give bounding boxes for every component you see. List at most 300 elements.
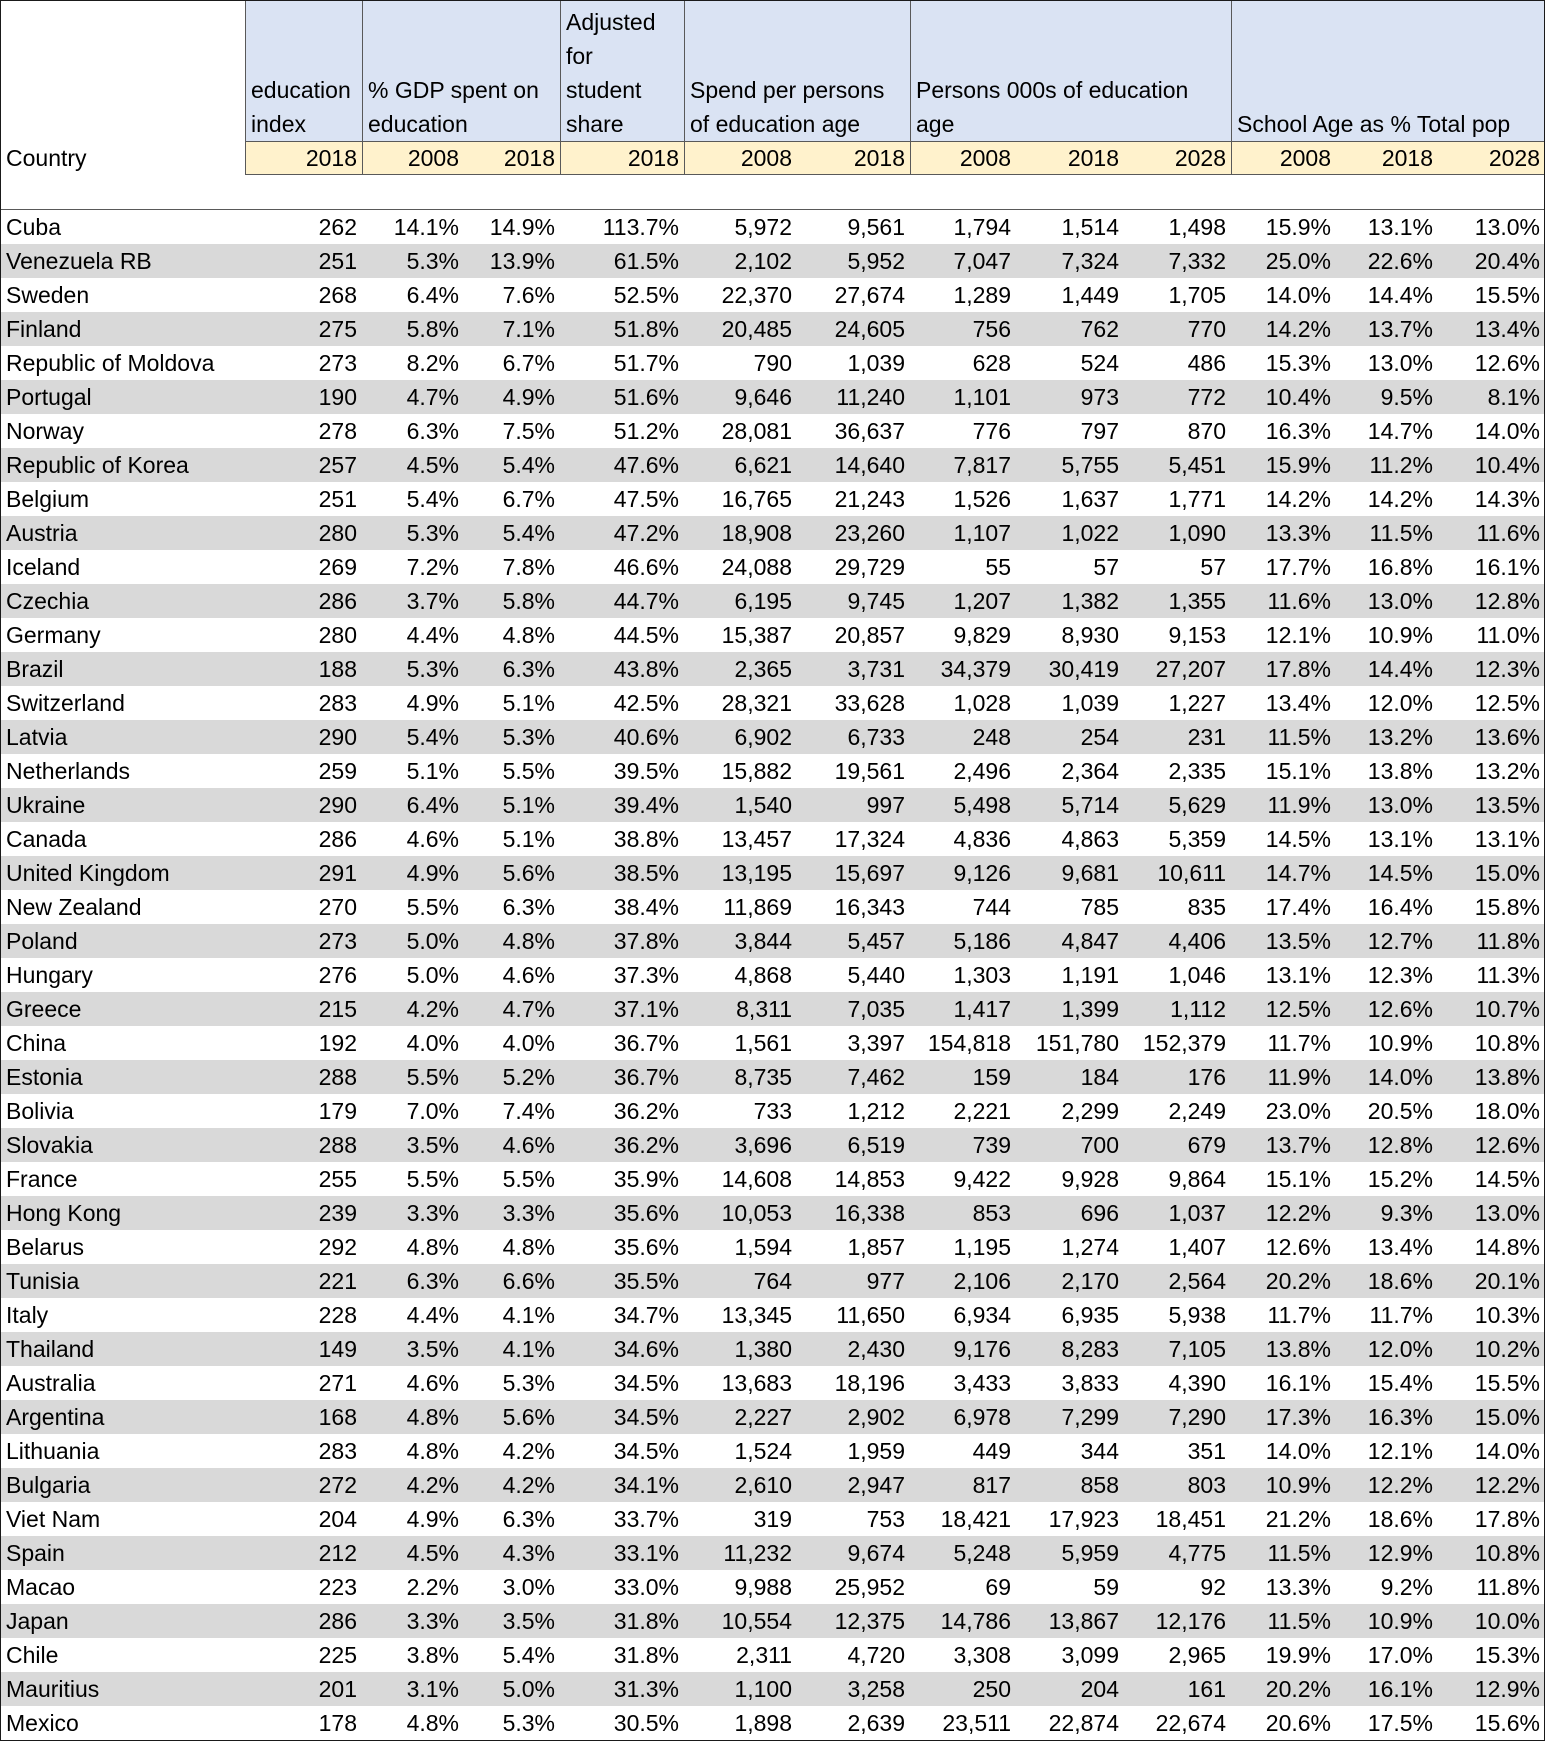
year-label: 2008 — [362, 141, 464, 175]
cell-country: China — [6, 1030, 67, 1056]
cell-spend-per-person-2018: 23,260 — [834, 520, 905, 546]
cell-persons-000s-2008: 1,107 — [953, 520, 1011, 546]
header-line: student — [566, 77, 642, 103]
cell-education-index-2018: 190 — [318, 384, 357, 410]
cell-gdp-spent-2018: 3.3% — [502, 1200, 555, 1226]
cell-gdp-spent-2018: 5.0% — [502, 1676, 555, 1702]
table-row — [0, 822, 1545, 856]
cell-education-index-2018: 292 — [318, 1234, 357, 1260]
cell-country: Venezuela RB — [6, 248, 152, 274]
cell-country: United Kingdom — [6, 860, 170, 886]
year-label: 2018 — [797, 141, 910, 175]
cell-persons-000s-2018: 5,714 — [1061, 792, 1119, 818]
cell-school-age-share-2028: 8.1% — [1487, 384, 1540, 410]
cell-school-age-share-2008: 15.9% — [1265, 214, 1331, 240]
table-row — [0, 516, 1545, 550]
cell-school-age-share-2028: 11.3% — [1476, 962, 1540, 988]
cell-school-age-share-2018: 18.6% — [1367, 1506, 1433, 1532]
cell-school-age-share-2008: 12.5% — [1265, 996, 1331, 1022]
cell-persons-000s-2008: 853 — [972, 1200, 1011, 1226]
cell-persons-000s-2028: 9,153 — [1168, 622, 1226, 648]
cell-persons-000s-2018: 1,039 — [1061, 690, 1119, 716]
cell-school-age-share-2028: 10.0% — [1474, 1608, 1540, 1634]
cell-persons-000s-2018: 973 — [1080, 384, 1119, 410]
cell-spend-per-person-2008: 1,524 — [734, 1438, 792, 1464]
cell-spend-per-person-2008: 28,321 — [721, 690, 792, 716]
cell-education-index-2018: 288 — [318, 1064, 357, 1090]
cell-spend-per-person-2008: 3,844 — [734, 928, 792, 954]
table-row — [0, 1638, 1545, 1672]
cell-persons-000s-2018: 2,364 — [1061, 758, 1119, 784]
cell-adjusted-student-share-2018: 38.5% — [613, 860, 679, 886]
cell-persons-000s-2028: 486 — [1187, 350, 1226, 376]
cell-school-age-share-2018: 18.6% — [1367, 1268, 1433, 1294]
cell-spend-per-person-2008: 733 — [753, 1098, 792, 1124]
cell-persons-000s-2008: 1,794 — [953, 214, 1011, 240]
cell-school-age-share-2028: 12.8% — [1474, 588, 1540, 614]
cell-persons-000s-2028: 5,938 — [1168, 1302, 1226, 1328]
cell-persons-000s-2008: 5,248 — [953, 1540, 1011, 1566]
cell-persons-000s-2008: 2,221 — [953, 1098, 1011, 1124]
table-row — [0, 1026, 1545, 1060]
cell-school-age-share-2028: 12.6% — [1474, 350, 1540, 376]
cell-spend-per-person-2008: 15,387 — [721, 622, 792, 648]
cell-education-index-2018: 239 — [318, 1200, 357, 1226]
cell-spend-per-person-2008: 15,882 — [721, 758, 792, 784]
cell-school-age-share-2008: 13.1% — [1265, 962, 1331, 988]
cell-persons-000s-2008: 1,101 — [953, 384, 1011, 410]
cell-spend-per-person-2018: 21,243 — [834, 486, 905, 512]
cell-school-age-share-2028: 12.9% — [1474, 1676, 1540, 1702]
cell-school-age-share-2028: 14.0% — [1474, 1438, 1540, 1464]
cell-persons-000s-2018: 4,863 — [1061, 826, 1119, 852]
country-column-header — [0, 0, 245, 175]
cell-country: Finland — [6, 316, 82, 342]
cell-persons-000s-2028: 9,864 — [1168, 1166, 1226, 1192]
cell-persons-000s-2028: 835 — [1187, 894, 1226, 920]
cell-school-age-share-2018: 12.6% — [1367, 996, 1433, 1022]
cell-country: Australia — [6, 1370, 96, 1396]
cell-gdp-spent-2008: 3.3% — [406, 1608, 459, 1634]
cell-school-age-share-2028: 13.4% — [1474, 316, 1540, 342]
cell-adjusted-student-share-2018: 31.8% — [613, 1608, 679, 1634]
table-row — [0, 346, 1545, 380]
cell-education-index-2018: 286 — [318, 588, 357, 614]
cell-adjusted-student-share-2018: 36.2% — [613, 1132, 679, 1158]
cell-adjusted-student-share-2018: 30.5% — [613, 1710, 679, 1736]
cell-education-index-2018: 273 — [318, 350, 357, 376]
cell-school-age-share-2008: 14.0% — [1265, 1438, 1331, 1464]
cell-persons-000s-2018: 1,514 — [1061, 214, 1119, 240]
cell-persons-000s-2028: 12,176 — [1155, 1608, 1226, 1634]
table-row — [0, 414, 1545, 448]
cell-spend-per-person-2018: 14,640 — [834, 452, 905, 478]
table-row — [0, 482, 1545, 516]
cell-spend-per-person-2008: 13,195 — [721, 860, 792, 886]
cell-gdp-spent-2018: 13.9% — [489, 248, 555, 274]
cell-gdp-spent-2018: 4.2% — [502, 1472, 555, 1498]
cell-spend-per-person-2018: 19,561 — [834, 758, 905, 784]
cell-school-age-share-2008: 12.6% — [1265, 1234, 1331, 1260]
table-row — [0, 1604, 1545, 1638]
cell-persons-000s-2028: 1,112 — [1170, 996, 1226, 1022]
cell-school-age-share-2018: 9.2% — [1380, 1574, 1433, 1600]
cell-persons-000s-2018: 6,935 — [1061, 1302, 1119, 1328]
header-line: Adjusted — [566, 9, 656, 35]
cell-spend-per-person-2008: 20,485 — [721, 316, 792, 342]
cell-school-age-share-2028: 15.0% — [1474, 1404, 1540, 1430]
cell-gdp-spent-2008: 5.3% — [406, 520, 459, 546]
cell-country: New Zealand — [6, 894, 142, 920]
table-row — [0, 1502, 1545, 1536]
cell-spend-per-person-2008: 2,311 — [736, 1642, 792, 1668]
cell-adjusted-student-share-2018: 51.6% — [613, 384, 679, 410]
cell-spend-per-person-2008: 8,735 — [734, 1064, 792, 1090]
cell-persons-000s-2008: 1,195 — [953, 1234, 1011, 1260]
table-row — [0, 618, 1545, 652]
cell-persons-000s-2018: 524 — [1080, 350, 1119, 376]
cell-education-index-2018: 286 — [318, 826, 357, 852]
cell-school-age-share-2018: 12.2% — [1367, 1472, 1433, 1498]
cell-school-age-share-2028: 15.6% — [1474, 1710, 1540, 1736]
cell-gdp-spent-2018: 4.8% — [502, 928, 555, 954]
table-row — [0, 1366, 1545, 1400]
cell-school-age-share-2028: 12.6% — [1474, 1132, 1540, 1158]
cell-spend-per-person-2008: 9,988 — [734, 1574, 792, 1600]
cell-spend-per-person-2018: 1,039 — [847, 350, 905, 376]
cell-school-age-share-2028: 20.1% — [1474, 1268, 1540, 1294]
cell-spend-per-person-2008: 4,868 — [734, 962, 792, 988]
table-row — [0, 856, 1545, 890]
cell-spend-per-person-2008: 1,380 — [734, 1336, 792, 1362]
cell-country: Thailand — [6, 1336, 95, 1362]
year-label: 2018 — [464, 141, 560, 175]
cell-country: Brazil — [6, 656, 64, 682]
table-row — [0, 1264, 1545, 1298]
cell-country: Macao — [6, 1574, 76, 1600]
cell-school-age-share-2018: 12.8% — [1367, 1132, 1433, 1158]
cell-adjusted-student-share-2018: 34.7% — [613, 1302, 679, 1328]
cell-persons-000s-2028: 5,451 — [1168, 452, 1226, 478]
cell-education-index-2018: 168 — [318, 1404, 357, 1430]
cell-persons-000s-2028: 5,629 — [1168, 792, 1226, 818]
cell-school-age-share-2018: 13.7% — [1367, 316, 1433, 342]
header-line: of education age — [690, 111, 861, 137]
cell-school-age-share-2028: 10.2% — [1474, 1336, 1540, 1362]
cell-education-index-2018: 178 — [318, 1710, 357, 1736]
cell-gdp-spent-2018: 7.8% — [502, 554, 555, 580]
cell-school-age-share-2018: 12.9% — [1367, 1540, 1433, 1566]
cell-gdp-spent-2008: 4.5% — [406, 452, 459, 478]
cell-country: Estonia — [6, 1064, 83, 1090]
table-row — [0, 652, 1545, 686]
cell-gdp-spent-2018: 7.4% — [502, 1098, 555, 1124]
cell-spend-per-person-2018: 7,035 — [847, 996, 905, 1022]
cell-education-index-2018: 283 — [318, 1438, 357, 1464]
cell-persons-000s-2018: 1,399 — [1061, 996, 1119, 1022]
cell-gdp-spent-2008: 6.4% — [406, 282, 459, 308]
cell-school-age-share-2008: 16.3% — [1265, 418, 1331, 444]
cell-gdp-spent-2018: 7.6% — [502, 282, 555, 308]
cell-spend-per-person-2008: 8,311 — [736, 996, 792, 1022]
cell-education-index-2018: 269 — [318, 554, 357, 580]
cell-education-index-2018: 273 — [318, 928, 357, 954]
cell-school-age-share-2018: 15.2% — [1367, 1166, 1433, 1192]
table-row — [0, 210, 1545, 244]
cell-persons-000s-2028: 4,390 — [1168, 1370, 1226, 1396]
cell-school-age-share-2028: 14.3% — [1474, 486, 1540, 512]
cell-spend-per-person-2008: 18,908 — [721, 520, 792, 546]
cell-school-age-share-2028: 12.2% — [1474, 1472, 1540, 1498]
cell-school-age-share-2008: 15.1% — [1265, 1166, 1331, 1192]
cell-country: Netherlands — [6, 758, 131, 784]
cell-school-age-share-2028: 11.6% — [1476, 520, 1540, 546]
cell-spend-per-person-2018: 29,729 — [834, 554, 905, 580]
cell-school-age-share-2008: 12.2% — [1265, 1200, 1331, 1226]
cell-gdp-spent-2008: 5.4% — [406, 724, 459, 750]
cell-adjusted-student-share-2018: 47.2% — [613, 520, 679, 546]
cell-spend-per-person-2018: 3,397 — [847, 1030, 905, 1056]
cell-persons-000s-2028: 1,771 — [1168, 486, 1226, 512]
table-row — [0, 754, 1545, 788]
cell-persons-000s-2008: 1,207 — [953, 588, 1011, 614]
table-row — [0, 1332, 1545, 1366]
cell-school-age-share-2028: 12.3% — [1474, 656, 1540, 682]
cell-education-index-2018: 223 — [318, 1574, 357, 1600]
cell-school-age-share-2008: 11.7% — [1267, 1030, 1331, 1056]
table-row — [0, 1162, 1545, 1196]
cell-adjusted-student-share-2018: 35.5% — [613, 1268, 679, 1294]
cell-adjusted-student-share-2018: 36.7% — [613, 1064, 679, 1090]
cell-school-age-share-2008: 13.3% — [1265, 520, 1331, 546]
cell-persons-000s-2018: 696 — [1080, 1200, 1119, 1226]
cell-gdp-spent-2018: 4.6% — [502, 962, 555, 988]
cell-education-index-2018: 212 — [318, 1540, 357, 1566]
cell-persons-000s-2008: 5,498 — [953, 792, 1011, 818]
cell-spend-per-person-2008: 22,370 — [721, 282, 792, 308]
cell-country: Slovakia — [6, 1132, 93, 1158]
cell-gdp-spent-2018: 5.4% — [502, 1642, 555, 1668]
cell-gdp-spent-2018: 4.6% — [502, 1132, 555, 1158]
cell-persons-000s-2028: 231 — [1187, 724, 1226, 750]
cell-spend-per-person-2018: 16,338 — [834, 1200, 905, 1226]
cell-persons-000s-2018: 204 — [1080, 1676, 1119, 1702]
cell-gdp-spent-2018: 4.8% — [502, 1234, 555, 1260]
cell-persons-000s-2008: 6,934 — [953, 1302, 1011, 1328]
cell-school-age-share-2008: 11.9% — [1267, 1064, 1331, 1090]
cell-gdp-spent-2018: 5.3% — [502, 1710, 555, 1736]
cell-country: Iceland — [6, 554, 81, 580]
cell-school-age-share-2028: 16.1% — [1474, 554, 1540, 580]
header-line: education — [251, 77, 351, 103]
cell-gdp-spent-2018: 5.8% — [502, 588, 555, 614]
cell-gdp-spent-2018: 5.3% — [502, 724, 555, 750]
cell-persons-000s-2008: 250 — [972, 1676, 1011, 1702]
cell-spend-per-person-2008: 3,696 — [734, 1132, 792, 1158]
cell-persons-000s-2018: 762 — [1080, 316, 1119, 342]
cell-school-age-share-2028: 15.3% — [1474, 1642, 1540, 1668]
cell-school-age-share-2028: 15.5% — [1474, 1370, 1540, 1396]
cell-school-age-share-2008: 14.5% — [1265, 826, 1331, 852]
cell-gdp-spent-2008: 4.6% — [406, 1370, 459, 1396]
cell-school-age-share-2008: 17.8% — [1265, 656, 1331, 682]
cell-adjusted-student-share-2018: 61.5% — [613, 248, 679, 274]
cell-spend-per-person-2008: 11,869 — [723, 894, 792, 920]
cell-persons-000s-2018: 4,847 — [1061, 928, 1119, 954]
cell-gdp-spent-2018: 5.4% — [502, 520, 555, 546]
cell-gdp-spent-2008: 4.4% — [406, 1302, 459, 1328]
cell-spend-per-person-2018: 2,430 — [847, 1336, 905, 1362]
cell-spend-per-person-2008: 13,457 — [721, 826, 792, 852]
cell-school-age-share-2018: 13.0% — [1367, 588, 1433, 614]
cell-persons-000s-2028: 176 — [1187, 1064, 1226, 1090]
cell-persons-000s-2018: 30,419 — [1048, 656, 1119, 682]
cell-gdp-spent-2008: 4.8% — [406, 1438, 459, 1464]
cell-spend-per-person-2018: 977 — [866, 1268, 905, 1294]
cell-persons-000s-2018: 1,191 — [1061, 962, 1119, 988]
cell-persons-000s-2008: 154,818 — [927, 1030, 1011, 1056]
cell-school-age-share-2018: 16.4% — [1367, 894, 1433, 920]
cell-spend-per-person-2008: 2,365 — [734, 656, 792, 682]
cell-persons-000s-2028: 161 — [1187, 1676, 1226, 1702]
cell-persons-000s-2018: 1,449 — [1061, 282, 1119, 308]
cell-school-age-share-2008: 14.7% — [1265, 860, 1331, 886]
cell-school-age-share-2018: 16.3% — [1367, 1404, 1433, 1430]
cell-persons-000s-2028: 92 — [1200, 1574, 1226, 1600]
cell-gdp-spent-2008: 4.5% — [406, 1540, 459, 1566]
cell-gdp-spent-2018: 5.3% — [502, 1370, 555, 1396]
cell-gdp-spent-2008: 5.1% — [406, 758, 459, 784]
cell-country: Sweden — [6, 282, 90, 308]
cell-spend-per-person-2008: 2,227 — [734, 1404, 792, 1430]
cell-gdp-spent-2018: 6.6% — [502, 1268, 555, 1294]
cell-school-age-share-2008: 21.2% — [1265, 1506, 1331, 1532]
cell-school-age-share-2008: 11.6% — [1267, 588, 1331, 614]
cell-persons-000s-2018: 1,637 — [1061, 486, 1119, 512]
table-row — [0, 1536, 1545, 1570]
cell-spend-per-person-2008: 9,646 — [734, 384, 792, 410]
cell-persons-000s-2008: 18,421 — [940, 1506, 1011, 1532]
cell-country: Hong Kong — [6, 1200, 122, 1226]
cell-spend-per-person-2008: 319 — [753, 1506, 792, 1532]
header-school-age-share — [1231, 0, 1545, 141]
header-spend-per-person — [684, 0, 910, 141]
cell-school-age-share-2008: 20.2% — [1265, 1676, 1331, 1702]
cell-persons-000s-2028: 2,335 — [1168, 758, 1226, 784]
cell-spend-per-person-2018: 17,324 — [834, 826, 905, 852]
cell-gdp-spent-2018: 4.8% — [502, 622, 555, 648]
cell-school-age-share-2028: 14.5% — [1474, 1166, 1540, 1192]
cell-adjusted-student-share-2018: 51.7% — [613, 350, 679, 376]
cell-persons-000s-2018: 858 — [1080, 1472, 1119, 1498]
cell-spend-per-person-2008: 5,972 — [734, 214, 792, 240]
cell-school-age-share-2028: 13.0% — [1474, 1200, 1540, 1226]
cell-persons-000s-2028: 22,674 — [1155, 1710, 1226, 1736]
cell-persons-000s-2018: 57 — [1093, 554, 1119, 580]
cell-education-index-2018: 201 — [318, 1676, 357, 1702]
cell-gdp-spent-2008: 2.2% — [406, 1574, 459, 1600]
cell-persons-000s-2028: 351 — [1187, 1438, 1226, 1464]
cell-gdp-spent-2008: 4.8% — [406, 1710, 459, 1736]
cell-school-age-share-2008: 13.5% — [1265, 928, 1331, 954]
cell-persons-000s-2018: 797 — [1080, 418, 1119, 444]
cell-persons-000s-2028: 870 — [1187, 418, 1226, 444]
cell-country: Republic of Moldova — [6, 350, 215, 376]
cell-country: Ukraine — [6, 792, 86, 818]
cell-persons-000s-2008: 69 — [985, 1574, 1011, 1600]
cell-persons-000s-2008: 55 — [985, 554, 1011, 580]
cell-school-age-share-2008: 12.1% — [1265, 622, 1331, 648]
cell-persons-000s-2008: 2,106 — [953, 1268, 1011, 1294]
cell-school-age-share-2008: 11.5% — [1267, 724, 1331, 750]
cell-school-age-share-2008: 13.7% — [1265, 1132, 1331, 1158]
cell-school-age-share-2008: 13.4% — [1265, 690, 1331, 716]
cell-spend-per-person-2018: 6,733 — [847, 724, 905, 750]
cell-gdp-spent-2018: 14.9% — [489, 214, 555, 240]
cell-persons-000s-2008: 9,176 — [953, 1336, 1011, 1362]
cell-gdp-spent-2008: 5.3% — [406, 656, 459, 682]
cell-school-age-share-2008: 11.5% — [1267, 1540, 1331, 1566]
cell-persons-000s-2018: 700 — [1080, 1132, 1119, 1158]
cell-spend-per-person-2008: 1,561 — [734, 1030, 792, 1056]
cell-school-age-share-2028: 11.0% — [1476, 622, 1540, 648]
year-label: 2018 — [1016, 141, 1124, 175]
cell-adjusted-student-share-2018: 43.8% — [613, 656, 679, 682]
cell-spend-per-person-2008: 28,081 — [721, 418, 792, 444]
cell-persons-000s-2028: 1,046 — [1168, 962, 1226, 988]
cell-school-age-share-2018: 12.7% — [1367, 928, 1433, 954]
cell-country: Japan — [6, 1608, 69, 1634]
cell-school-age-share-2018: 13.1% — [1367, 214, 1433, 240]
cell-school-age-share-2008: 17.3% — [1265, 1404, 1331, 1430]
cell-persons-000s-2028: 7,105 — [1168, 1336, 1226, 1362]
cell-persons-000s-2018: 254 — [1080, 724, 1119, 750]
cell-adjusted-student-share-2018: 47.5% — [613, 486, 679, 512]
cell-gdp-spent-2008: 3.3% — [406, 1200, 459, 1226]
cell-persons-000s-2028: 1,498 — [1168, 214, 1226, 240]
cell-adjusted-student-share-2018: 40.6% — [613, 724, 679, 750]
cell-gdp-spent-2008: 5.8% — [406, 316, 459, 342]
cell-gdp-spent-2018: 6.3% — [502, 1506, 555, 1532]
cell-spend-per-person-2018: 25,952 — [834, 1574, 905, 1600]
cell-education-index-2018: 268 — [318, 282, 357, 308]
cell-persons-000s-2008: 2,496 — [953, 758, 1011, 784]
cell-school-age-share-2028: 17.8% — [1474, 1506, 1540, 1532]
table-row — [0, 958, 1545, 992]
cell-education-index-2018: 291 — [318, 860, 357, 886]
cell-gdp-spent-2018: 6.3% — [502, 894, 555, 920]
cell-adjusted-student-share-2018: 44.5% — [613, 622, 679, 648]
cell-persons-000s-2028: 1,227 — [1168, 690, 1226, 716]
cell-adjusted-student-share-2018: 36.2% — [613, 1098, 679, 1124]
cell-gdp-spent-2008: 8.2% — [406, 350, 459, 376]
cell-school-age-share-2028: 12.5% — [1474, 690, 1540, 716]
cell-gdp-spent-2008: 5.3% — [406, 248, 459, 274]
cell-school-age-share-2008: 11.7% — [1267, 1302, 1331, 1328]
year-label: 2008 — [1231, 141, 1336, 175]
table-row — [0, 720, 1545, 754]
cell-adjusted-student-share-2018: 35.6% — [613, 1200, 679, 1226]
cell-spend-per-person-2018: 11,650 — [836, 1302, 905, 1328]
table-header — [0, 0, 1545, 210]
cell-school-age-share-2018: 14.7% — [1367, 418, 1433, 444]
cell-school-age-share-2008: 15.3% — [1265, 350, 1331, 376]
table-row — [0, 1094, 1545, 1128]
cell-persons-000s-2008: 1,417 — [953, 996, 1011, 1022]
cell-education-index-2018: 215 — [318, 996, 357, 1022]
cell-country: Canada — [6, 826, 87, 852]
cell-country: Belarus — [6, 1234, 84, 1260]
